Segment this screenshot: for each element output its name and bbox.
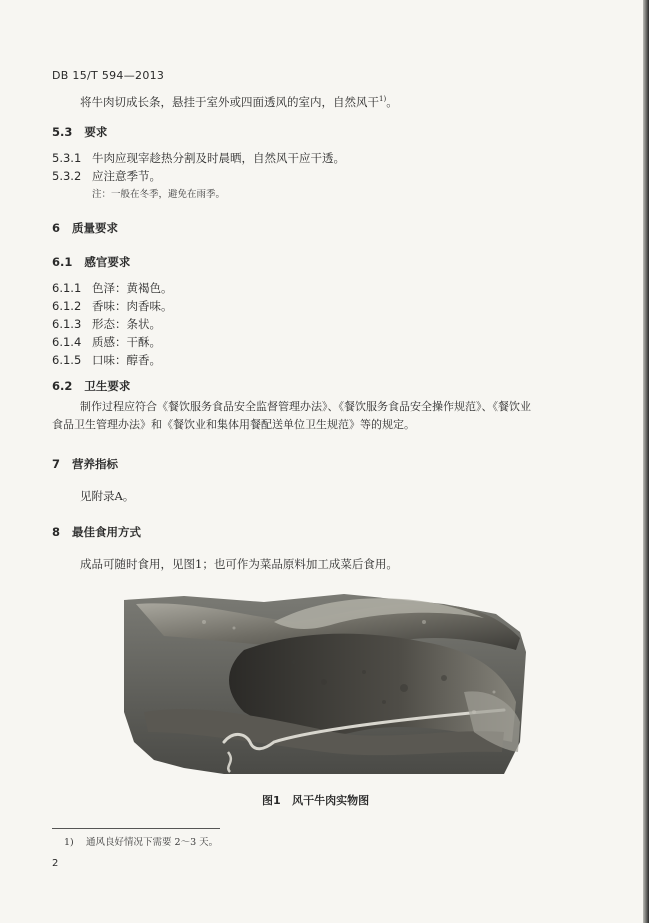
- section-number: 6.1: [52, 255, 73, 269]
- section-number: 6: [52, 221, 61, 235]
- scan-edge-shadow: [643, 0, 649, 923]
- footnote-number: 1): [64, 837, 74, 848]
- paragraph-end: 。: [386, 95, 398, 109]
- clause-number: 6.1.2: [52, 299, 82, 313]
- clause-6-1-4: [52, 334, 161, 350]
- clause-6-1-3: [52, 316, 161, 332]
- footnote: [64, 834, 218, 848]
- section-5-3-heading: [52, 124, 107, 140]
- clause-number: 6.1.5: [52, 353, 82, 367]
- clause-number: 6.1.3: [52, 317, 82, 331]
- section-6-1-heading: [52, 254, 130, 270]
- paragraph-drying-method: [80, 94, 398, 110]
- section-title: 要求: [84, 125, 108, 139]
- section-title: 最佳食用方式: [72, 525, 142, 539]
- clause-number: 6.1.1: [52, 281, 82, 295]
- clause-text: 牛肉应现宰趁热分割及时晨晒，自然风干应干透。: [92, 151, 345, 165]
- clause-text: 口味：醇香。: [92, 353, 161, 367]
- section-number: 8: [52, 525, 61, 539]
- page-number: 2: [52, 858, 59, 869]
- footnote-divider: [52, 828, 220, 829]
- standard-number: DB 15/T 594—2013: [52, 69, 165, 82]
- hygiene-paragraph-line-2: 食品卫生管理办法》和《餐饮业和集体用餐配送单位卫生规范》等的规定。: [52, 418, 415, 431]
- section-7-heading: [52, 456, 118, 472]
- paragraph-text: 将牛肉切成长条，悬挂于室外或四面透风的室内，自然风干: [80, 95, 379, 109]
- section-title: 营养指标: [72, 457, 119, 471]
- figure-number: 图1: [262, 794, 281, 807]
- clause-6-1-5: [52, 352, 161, 368]
- footnote-ref: 1): [379, 95, 387, 104]
- section-number: 6.2: [52, 379, 73, 393]
- clause-text: 香味：肉香味。: [92, 299, 173, 313]
- nutrition-paragraph: 见附录A。: [80, 489, 135, 503]
- section-title: 卫生要求: [84, 379, 131, 393]
- section-number: 5.3: [52, 125, 73, 139]
- section-6-2-heading: [52, 378, 130, 394]
- hygiene-paragraph-line-1: 制作过程应符合《餐饮服务食品安全监督管理办法》、《餐饮服务食品安全操作规范》、《餐饮业: [80, 400, 531, 413]
- clause-6-1-2: [52, 298, 173, 314]
- clause-text: 色泽：黄褐色。: [92, 281, 173, 295]
- clause-number: 6.1.4: [52, 335, 82, 349]
- section-8-heading: [52, 524, 141, 540]
- footnote-text: 通风良好情况下需要 2～3 天。: [86, 837, 219, 848]
- clause-5-3-1: [52, 150, 345, 166]
- usage-paragraph: 成品可随时食用，见图1；也可作为菜品原料加工成菜后食用。: [80, 557, 398, 571]
- clause-text: 质感：干酥。: [92, 335, 161, 349]
- clause-text: 形态：条状。: [92, 317, 161, 331]
- section-6-heading: [52, 220, 118, 236]
- clause-number: 5.3.1: [52, 151, 82, 165]
- figure-title: 风干牛肉实物图: [292, 794, 370, 807]
- dried-beef-photo: [124, 592, 526, 774]
- section-title: 质量要求: [72, 221, 119, 235]
- clause-6-1-1: [52, 280, 173, 296]
- figure-caption: [262, 792, 369, 808]
- clause-5-3-2: [52, 168, 161, 184]
- section-title: 感官要求: [84, 255, 131, 269]
- clause-text: 应注意季节。: [92, 169, 161, 183]
- note: 注：一般在冬季，避免在雨季。: [92, 189, 226, 200]
- section-number: 7: [52, 457, 61, 471]
- clause-number: 5.3.2: [52, 169, 82, 183]
